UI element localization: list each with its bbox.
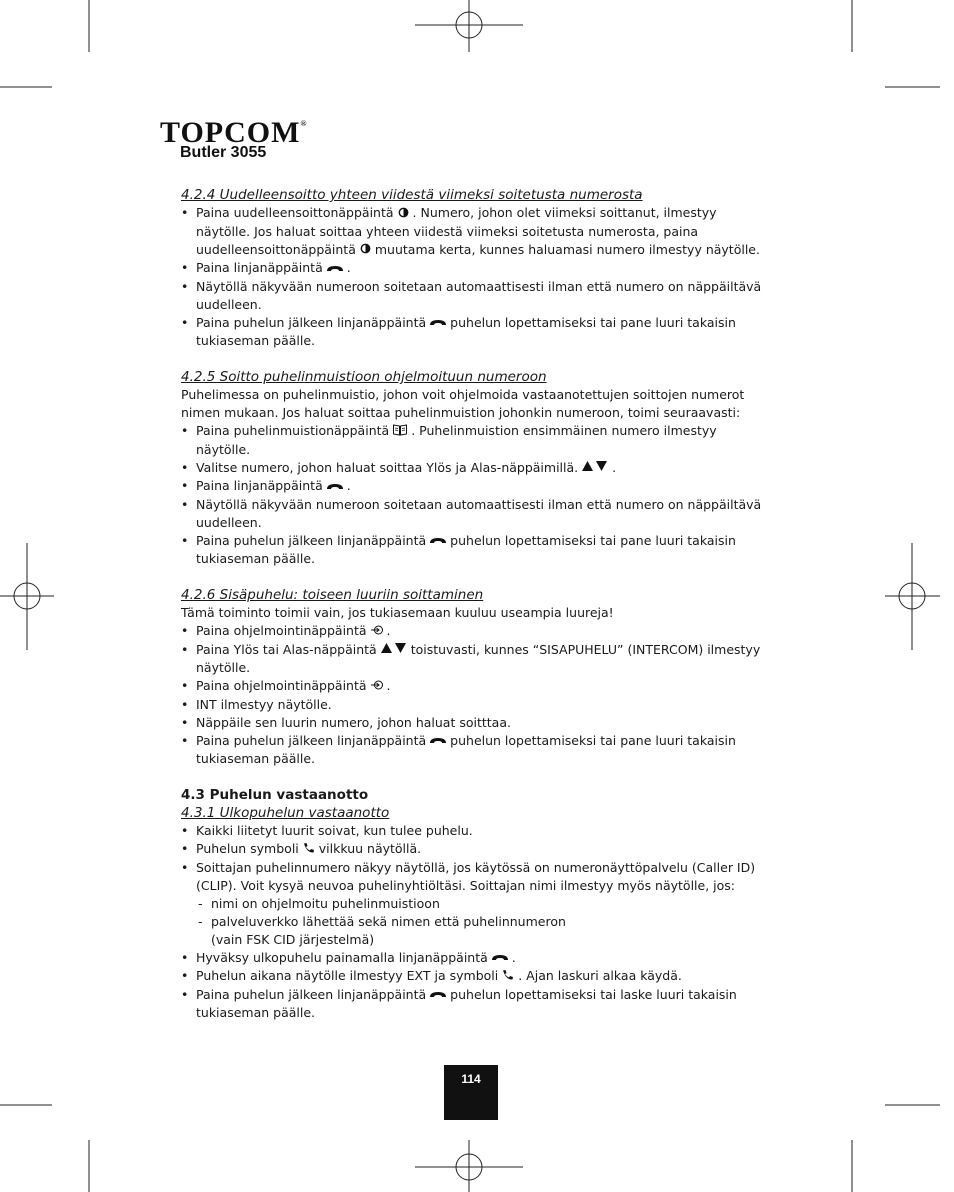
call-symbol-icon: [501, 968, 515, 986]
list-item: • Paina uudelleensoittonäppäintä . Numero, johon olet viimeksi soittanut, ilmestyy näytölle. Jos haluat soittaa yhteen viidestä viimeksi soitetusta numerosta, paina uudelleensoittonäppäintä muutama kerta, kunnes haluamasi numero ilmestyy näytölle.: [181, 204, 771, 259]
list-4-2-5: [181, 422, 771, 568]
section-title-4-2-5: 4.2.5 Soitto puhelinmuistioon ohjelmoituun numeroon: [181, 369, 547, 385]
list-item: • Kaikki liitetyt luurit soivat, kun tulee puhelu.: [181, 822, 771, 840]
list-item: • Paina Ylös tai Alas-näppäintä toistuvasti, kunnes “SISAPUHELU” (INTERCOM) ilmestyy näytölle.: [181, 641, 771, 678]
list-item: • Näppäile sen luurin numero, johon haluat soitttaa.: [181, 714, 771, 732]
list-item: • Paina linjanäppäintä .: [181, 259, 771, 278]
list-4-2-6: [181, 622, 771, 768]
condition-list: [196, 895, 771, 949]
list-item: • Paina puhelinmuistionäppäintä . Puhelinmuistion ensimmäinen numero ilmestyy näytölle.: [181, 422, 771, 459]
list-item: • Puhelun aikana näytölle ilmestyy EXT ja symboli . Ajan laskuri alkaa käydä.: [181, 967, 771, 986]
section-title-4-2-4: 4.2.4 Uudelleensoitto yhteen viidestä viimeksi soitetusta numerosta: [181, 187, 643, 203]
list-item: • Paina ohjelmointinäppäintä .: [181, 677, 771, 696]
section-title-4-2-6: 4.2.6 Sisäpuhelu: toiseen luuriin soittaminen: [181, 587, 484, 603]
list-item: • INT ilmestyy näytölle.: [181, 696, 771, 714]
up-down-arrows-icon: [380, 641, 408, 659]
list-item: • Hyväksy ulkopuhelu painamalla linjanäppäintä .: [181, 949, 771, 968]
program-key-icon: [370, 678, 384, 696]
list-item: • Paina ohjelmointinäppäintä .: [181, 622, 771, 641]
list-4-3-1: [181, 822, 771, 1022]
redial-icon: [359, 241, 372, 259]
line-key-icon: [326, 260, 344, 278]
list-4-2-4: [181, 204, 771, 350]
line-key-icon: [429, 986, 447, 1004]
page-number: 114: [444, 1065, 498, 1120]
section-title-4-3: 4.3 Puhelun vastaanotto: [181, 787, 369, 803]
list-item: • Paina puhelun jälkeen linjanäppäintä puhelun lopettamiseksi tai laske luuri takaisin tukiaseman päälle.: [181, 986, 771, 1023]
line-key-icon: [491, 949, 509, 967]
program-key-icon: [370, 623, 384, 641]
phonebook-icon: [392, 423, 408, 441]
manual-content: [181, 186, 771, 1022]
list-item: • Puhelun symboli vilkkuu näytöllä.: [181, 840, 771, 859]
call-symbol-icon: [302, 841, 316, 859]
brand-logo: TOPCOM®: [160, 116, 308, 149]
line-key-icon: [429, 532, 447, 550]
section-intro: Puhelimessa on puhelinmuistio, johon voit ohjelmoida vastaanotettujen soittojen numerot nimen mukaan. Jos haluat soittaa puhelinmuistion johonkin numeroon, toimi seuraavasti:: [181, 387, 745, 420]
line-key-icon: [429, 732, 447, 750]
list-item: • Näytöllä näkyvään numeroon soitetaan automaattisesti ilman että numero on näppäiltävä uudelleen.: [181, 496, 771, 532]
line-key-icon: [429, 314, 447, 332]
model-name: Butler 3055: [180, 144, 267, 161]
redial-icon: [397, 205, 410, 223]
list-item: - nimi on ohjelmoitu puhelinmuistioon: [196, 895, 771, 913]
line-key-icon: [326, 478, 344, 496]
list-item: • Soittajan puhelinnumero näkyy näytöllä, jos käytössä on numeronäyttöpalvelu (Caller ID) (CLIP). Voit kysyä neuvoa puhelinyhtiöltäsi. Soittajan nimi ilmestyy myös näytölle, jos: - nimi on ohjelmoitu puhelinmuistioon - palveluverkko lähettää sekä nimen että puhelinnumeron (vain FSK CID järjestelmä): [181, 859, 771, 949]
section-title-4-3-1: 4.3.1 Ulkopuhelun vastaanotto: [181, 805, 390, 821]
list-item: • Paina puhelun jälkeen linjanäppäintä puhelun lopettamiseksi tai pane luuri takaisin tukiaseman päälle.: [181, 314, 771, 351]
list-item: • Näytöllä näkyvään numeroon soitetaan automaattisesti ilman että numero on näppäiltävä uudelleen.: [181, 278, 771, 314]
up-down-arrows-icon: [581, 459, 609, 477]
list-item: • Paina puhelun jälkeen linjanäppäintä puhelun lopettamiseksi tai pane luuri takaisin tukiaseman päälle.: [181, 732, 771, 769]
list-item: - palveluverkko lähettää sekä nimen että puhelinnumeron (vain FSK CID järjestelmä): [196, 913, 771, 949]
list-item: • Paina linjanäppäintä .: [181, 477, 771, 496]
list-item: • Paina puhelun jälkeen linjanäppäintä puhelun lopettamiseksi tai pane luuri takaisin tukiaseman päälle.: [181, 532, 771, 569]
list-item: • Valitse numero, johon haluat soittaa Ylös ja Alas-näppäimillä. .: [181, 459, 771, 478]
section-intro: Tämä toiminto toimii vain, jos tukiasemaan kuuluu useampia luureja!: [181, 605, 614, 620]
